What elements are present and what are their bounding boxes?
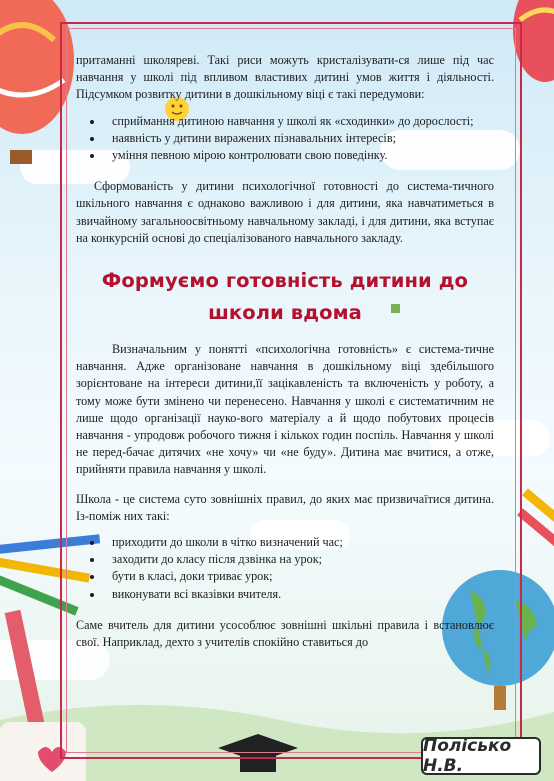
list-item: • сприймання дитиною навчання у школі як «сходинки» до дорослості;: [104, 113, 494, 130]
pencil-icon: [517, 488, 554, 553]
list-item: • виконувати всі вказівки вчителя.: [104, 586, 494, 603]
list-item: • заходити до класу після дзвінка на урок;: [104, 551, 494, 568]
paragraph-intro: притаманні школяреві. Такі риси можуть кристалізувати-ся лише під час навчання у школі під впливом властивих дитині умов життя і діяльності. Підсумком розвитку дитини в дошкільному віці є такі передумови:: [76, 53, 494, 102]
document-body: [76, 52, 494, 651]
section-heading: Формуємо готовність дитини до школи вдома: [101, 269, 469, 325]
paragraph-bottom: Саме вчитель для дитини усособлює зовнішні шкільні правила і встановлює свої. Наприклад, дехто з учителів спокійно ставиться до: [76, 617, 494, 650]
paragraph-rules: Школа - це система суто зовнішніх правил, до яких має призвичаїтися дитина. Із-поміж них такі:: [76, 491, 494, 523]
list-item: • бути в класі, доки триває урок;: [104, 568, 494, 585]
list-item: • приходити до школи в чітко визначений час;: [104, 534, 494, 551]
paragraph-main: Визначальним у понятті «психологічна готовність» є система-тичне навчання. Адже організоване навчання в дошкільному віці здебільшого зорієнтоване на інтереси дитини,її зацікавленість та включеність у роботу, а тому може бути змінено чи перенесено. Навчання у школі є систематичним не лише щодо організації науко-вого матеріалу а й щодо побутових процесів навчання - упродовж робочого тижня і кількох годин поспіль. Навчання у школі не перед-бачає дитячих «не хочу» чи «не буду». Дитина має вчитися, а отже, прийняти правила навчання у школі.: [76, 342, 494, 477]
rules-list: [76, 534, 494, 603]
paragraph-readiness: Сформованість у дитини психологічної готовності до система-тичного шкільного навчання є однаково важливою і для дитини, яка навчатиметься в звичайному загальноосвітньому навчальному закладі, і для дитини, яка вступає на конкурсній основі до спеціалізованого навчального закладу.: [76, 179, 494, 245]
preconditions-list: [76, 113, 494, 165]
list-item: • наявність у дитини виражених пізнавальних інтересів;: [104, 130, 494, 147]
list-item: • уміння певною мірою контролювати свою поведінку.: [104, 147, 494, 164]
author-signature: Полісько Н.В.: [421, 737, 541, 775]
